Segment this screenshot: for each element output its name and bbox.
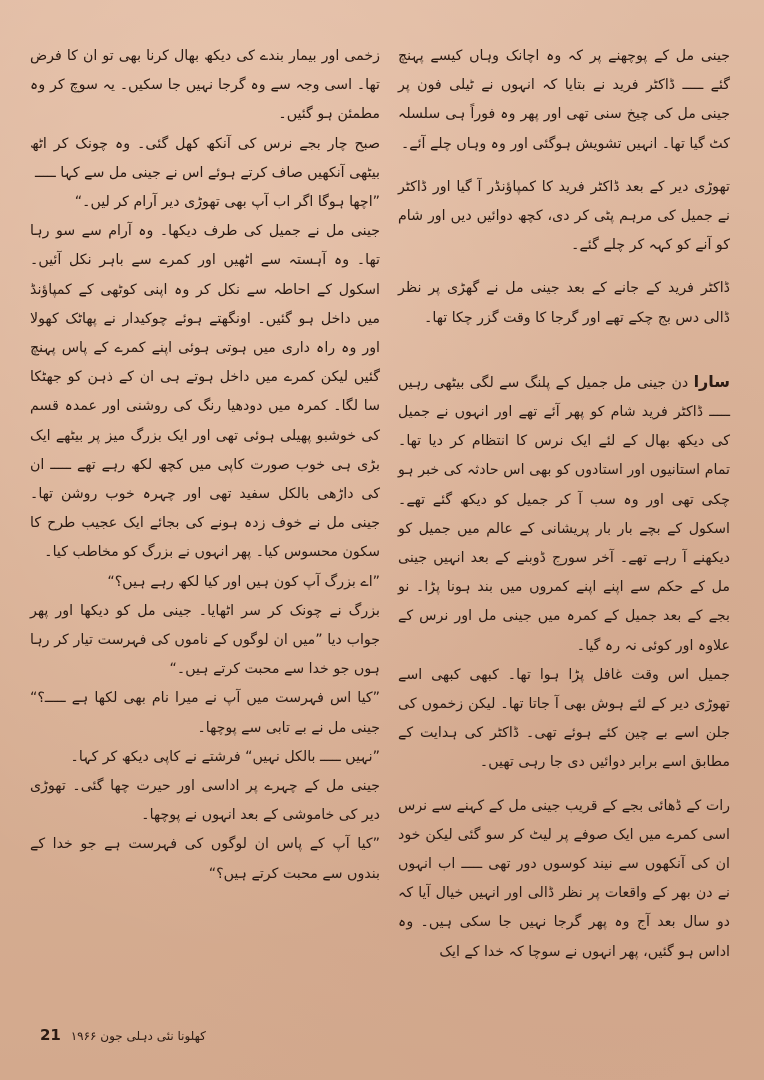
right-column <box>398 42 730 967</box>
paragraph: جمیل اس وقت غافل پڑا ہوا تھا۔ کبھی کبھی اسے تھوڑی دیر کے لئے ہوش بھی آ جاتا تھا۔ لیکن زخموں کی جلن اسے بے چین کئے ہوئے تھی۔ ڈاکٹر کی ہدایت کے مطابق اسے برابر دوائیں دی جا رہی تھیں۔ <box>398 666 730 771</box>
paragraph: تھوڑی دیر کے بعد ڈاکٹر فرید کا کمپاؤنڈر آ گیا اور ڈاکٹر نے جمیل کی مرہم پٹی کر دی، کچھ دوائیں دیں اور شام کو آنے کو کہہ کر چلے گئے۔ <box>398 178 730 254</box>
paragraph: زخمی اور بیمار بندے کی دیکھ بھال کرنا بھی تو ان کا فرض تھا۔ اسی وجہ سے وہ گرجا نہیں جا سکیں۔ یہ سوچ کر وہ مطمئن ہو گئیں۔ <box>30 48 380 123</box>
paragraph <box>398 367 730 661</box>
paragraph: رات کے ڈھائی بجے کے قریب جینی مل کے کہنے سے نرس اسی کمرے میں ایک صوفے پر لیٹ کر سو گئی لیکن خود ان کی آنکھوں سے نیند کوسوں دور تھی ـــــ اب انہوں نے دن بھر کے واقعات پر نظر ڈالی اور انہیں خیال آیا کہ دو سال بعد آج وہ پھر گرجا نہیں جا سکی ہیں۔ وہ اداس ہو گئیں، پھر انہوں نے سوچا کہ خدا کے ایک <box>398 797 730 960</box>
left-column <box>30 42 380 889</box>
paragraph-text: دن جینی مل جمیل کے پلنگ سے لگی بیٹھی رہیں ـــــ ڈاکٹر فرید شام کو پھر آئے تھے اور انہوں نے جمیل کی دیکھ بھال کے لئے ایک نرس کا انتظام کر دیا تھا۔ تمام استانیوں اور استادوں کو بھی اس حادثہ کی خبر ہو چکی تھی اور وہ سب آ کر جمیل کو دیکھ گئے تھے۔ اسکول کے بچے بار بار پریشانی کے عالم میں جمیل کو دیکھنے آ رہے تھے۔ آخر سورج ڈوبنے کے بعد انہیں جینی مل کے حکم سے اپنے اپنے کمروں میں بند ہونا پڑا۔ نو بجے کے بعد جمیل کے کمرہ میں جینی مل اور نرس کے علاوہ اور کوئی نہ رہ گیا۔ <box>398 374 730 654</box>
page-footer <box>40 1026 206 1044</box>
dialogue: ”نہیں ـــــ بالکل نہیں“ فرشتے نے کاپی دیکھ کر کہا۔ <box>70 748 380 765</box>
issue-info: کھلونا نئی دہلی جون ۱۹۶۶ <box>70 1029 206 1043</box>
paragraph: جینی مل کے پوچھنے پر کہ وہ اچانک وہاں کیسے پہنچ گئے ـــــ ڈاکٹر فرید نے بتایا کہ انہوں نے ٹیلی فون پر جینی مل کی چیخ سنی تھی اور پھر وہ فوراً ہی سلسلہ کٹ گیا تھا۔ انہیں تشویش ہوگئی اور وہ وہاں چلے آئے۔ <box>398 48 730 152</box>
paragraph: جینی مل کے چہرے پر اداسی اور حیرت چھا گئی۔ تھوڑی دیر کی خاموشی کے بعد انہوں نے پوچھا۔ <box>30 778 380 824</box>
dialogue: ”اے بزرگ آپ کون ہیں اور کیا لکھ رہے ہیں؟“ <box>107 573 380 590</box>
page-number: 21 <box>40 1026 61 1044</box>
paragraph: صبح چار بجے نرس کی آنکھ کھل گئی۔ وہ چونک کر اٹھ بیٹھی آنکھیں صاف کرتے ہوئے اس نے جینی مل سے کہا ـــــ <box>30 135 380 181</box>
dialogue: ”کیا آپ کے پاس ان لوگوں کی فہرست ہے جو خدا کے بندوں سے محبت کرتے ہیں؟“ <box>30 836 380 882</box>
paragraph: ڈاکٹر فرید کے جانے کے بعد جینی مل نے گھڑی پر نظر ڈالی دس بج چکے تھے اور گرجا کا وقت گزر چکا تھا۔ <box>398 280 730 326</box>
paragraph: بزرگ نے چونک کر سر اٹھایا۔ جینی مل کو دیکھا اور پھر جواب دیا ”میں ان لوگوں کے ناموں کی فہرست تیار کر رہا ہوں جو خدا سے محبت کرتے ہیں۔“ <box>30 602 380 678</box>
paragraph: جینی مل نے جمیل کی طرف دیکھا۔ وہ آرام سے سو رہا تھا۔ وہ آہستہ سے اٹھیں اور کمرے سے باہر نکل آئیں۔ اسکول کے احاطہ سے نکل کر وہ اپنی کوٹھی کے کمپاؤنڈ میں داخل ہو گئیں۔ اونگھتے ہوئے چوکیدار نے پھاٹک کھولا اور وہ راہ داری میں ہوتی ہوئی اپنے کمرے کے پاس پہنچ گئیں لیکن کمرے میں داخل ہوتے ہی ان کے ذہن کو جھٹکا سا لگا۔ کمرہ میں دودھیا رنگ کی روشنی اور عمدہ قسم کی خوشبو پھیلی ہوئی تھی اور ایک بزرگ میز پر بیٹھے ایک بڑی ہی خوب صورت کاپی میں کچھ لکھ رہے تھے ـــــ ان کی داڑھی بالکل سفید تھی اور چہرہ خوب روشن تھا۔ جینی مل نے خوف زدہ ہونے کی بجائے ایک عجیب طرح کا سکون محسوس کیا۔ پھر انہوں نے بزرگ کو مخاطب کیا۔ <box>30 223 380 561</box>
lead-word: سارا <box>693 371 730 391</box>
dialogue: ”کیا اس فہرست میں آپ نے میرا نام بھی لکھا ہے ـــــ؟“ جینی مل نے بے تابی سے پوچھا۔ <box>30 690 380 736</box>
dialogue: ”اچھا ہوگا اگر اب آپ بھی تھوڑی دیر آرام کر لیں۔“ <box>74 194 380 211</box>
